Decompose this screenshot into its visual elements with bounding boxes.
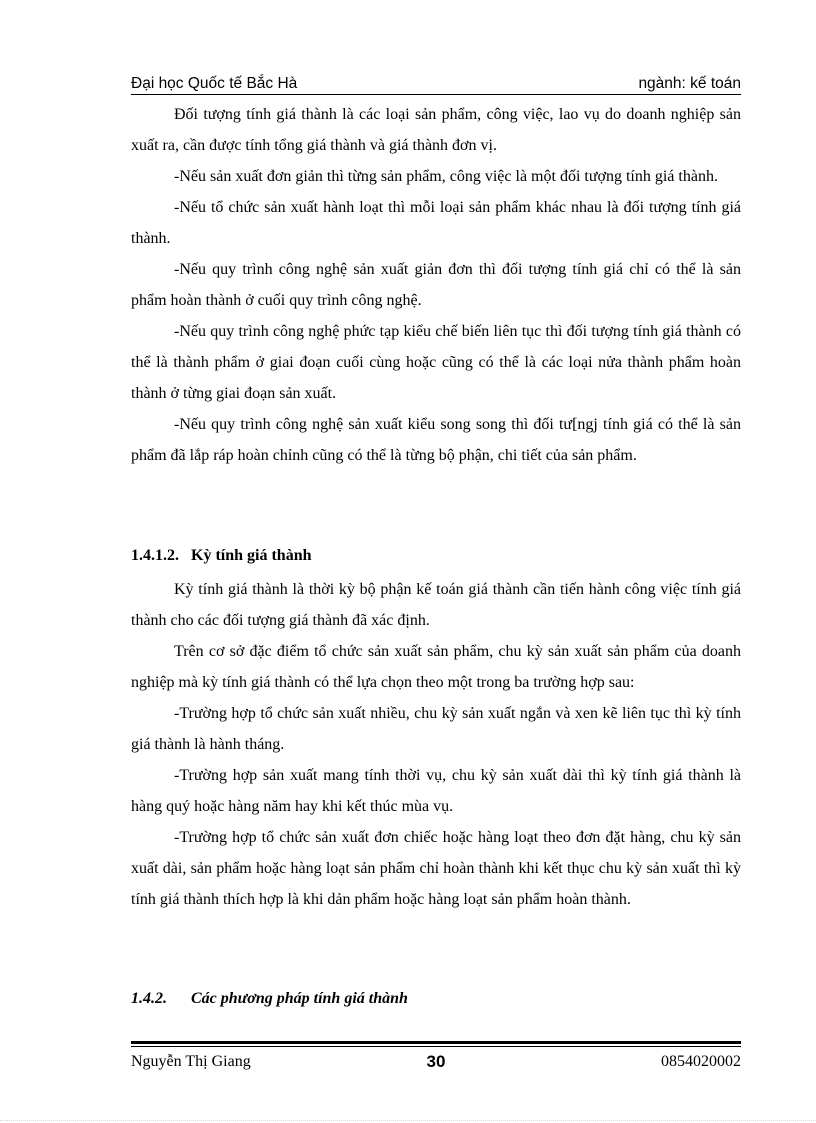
paragraph: -Nếu quy trình công nghệ sản xuất kiểu song song thì đối tư[ngj tính giá có thể là sản phẩm đã lắp ráp hoàn chỉnh cũng có thể là từng bộ phận, chi tiết của sản phẩm. bbox=[131, 416, 741, 464]
header-university: Đại học Quốc tế Bắc Hà bbox=[131, 75, 298, 92]
page-number: 30 bbox=[426, 1052, 446, 1071]
section-heading-142 bbox=[131, 985, 408, 1013]
paragraph: Trên cơ sở đặc điểm tổ chức sản xuất sản phẩm, chu kỳ sản xuất sản phẩm của doanh nghiệp mà kỳ tính giá thành có thể lựa chọn theo một trong ba trường hợp sau: bbox=[131, 643, 741, 691]
paragraph: Kỳ tính giá thành là thời kỳ bộ phận kế toán giá thành cần tiến hành công việc tính giá thành cho các đối tượng giá thành đã xác định. bbox=[131, 581, 741, 629]
paragraph: Đối tượng tính giá thành là các loại sản phẩm, công việc, lao vụ do doanh nghiệp sản xuất ra, cần được tính tổng giá thành và giá thành đơn vị. bbox=[131, 106, 741, 154]
section-2-body bbox=[131, 574, 741, 915]
heading-number: 1.4.2. bbox=[131, 990, 167, 1007]
heading-title: Các phương pháp tính giá thành bbox=[191, 990, 408, 1007]
paragraph: -Nếu sản xuất đơn giản thì từng sản phẩm, công việc là một đối tượng tính giá thành. bbox=[174, 168, 718, 185]
footer-author: Nguyễn Thị Giang bbox=[131, 1053, 251, 1070]
paragraph: -Trường hợp tổ chức sản xuất nhiều, chu kỳ sản xuất ngắn và xen kẽ liên tục thì kỳ tính giá thành là hành tháng. bbox=[131, 705, 741, 753]
paragraph: -Trường hợp sản xuất mang tính thời vụ, chu kỳ sản xuất dài thì kỳ tính giá thành là hàng quý hoặc hàng năm hay khi kết thúc mùa vụ. bbox=[131, 767, 741, 815]
paragraph: -Nếu quy trình công nghệ sản xuất giản đơn thì đối tượng tính giá chỉ có thể là sản phẩm hoàn thành ở cuối quy trình công nghệ. bbox=[131, 261, 741, 309]
paragraph: -Trường hợp tổ chức sản xuất đơn chiếc hoặc hàng loạt theo đơn đặt hàng, chu kỳ sản xuất dài, sản phẩm hoặc hàng loạt sản phẩm chỉ hoàn thành khi kết thục chu kỳ sản xuất thì kỳ tính giá thành thích hợp là khi dản phẩm hoặc hàng loạt sản phẩm hoàn thành. bbox=[131, 829, 741, 908]
paragraph: -Nếu tổ chức sản xuất hành loạt thì mỗi loại sản phẩm khác nhau là đối tượng tính giá thành. bbox=[131, 199, 741, 247]
footer-rule-thick bbox=[131, 1041, 741, 1044]
footer-student-id: 0854020002 bbox=[661, 1053, 741, 1070]
footer-rule-thin bbox=[131, 1046, 741, 1047]
header-rule bbox=[131, 94, 741, 95]
section-heading-1412 bbox=[131, 542, 311, 570]
paragraph: -Nếu quy trình công nghệ phức tạp kiểu chế biến liên tục thì đối tượng tính giá thành có thể là thành phẩm ở giai đoạn cuối cùng hoặc cũng có thể là các loại nửa thành phẩm hoàn thành ở từng giai đoạn sản xuất. bbox=[131, 323, 741, 402]
page-edge-divider bbox=[0, 1120, 816, 1121]
heading-title: Kỳ tính giá thành bbox=[191, 547, 312, 564]
page-header bbox=[131, 74, 741, 96]
header-major: ngành: kế toán bbox=[638, 75, 741, 92]
page-footer bbox=[131, 1052, 741, 1074]
heading-number: 1.4.1.2. bbox=[131, 547, 179, 564]
section-1-body bbox=[131, 99, 741, 471]
